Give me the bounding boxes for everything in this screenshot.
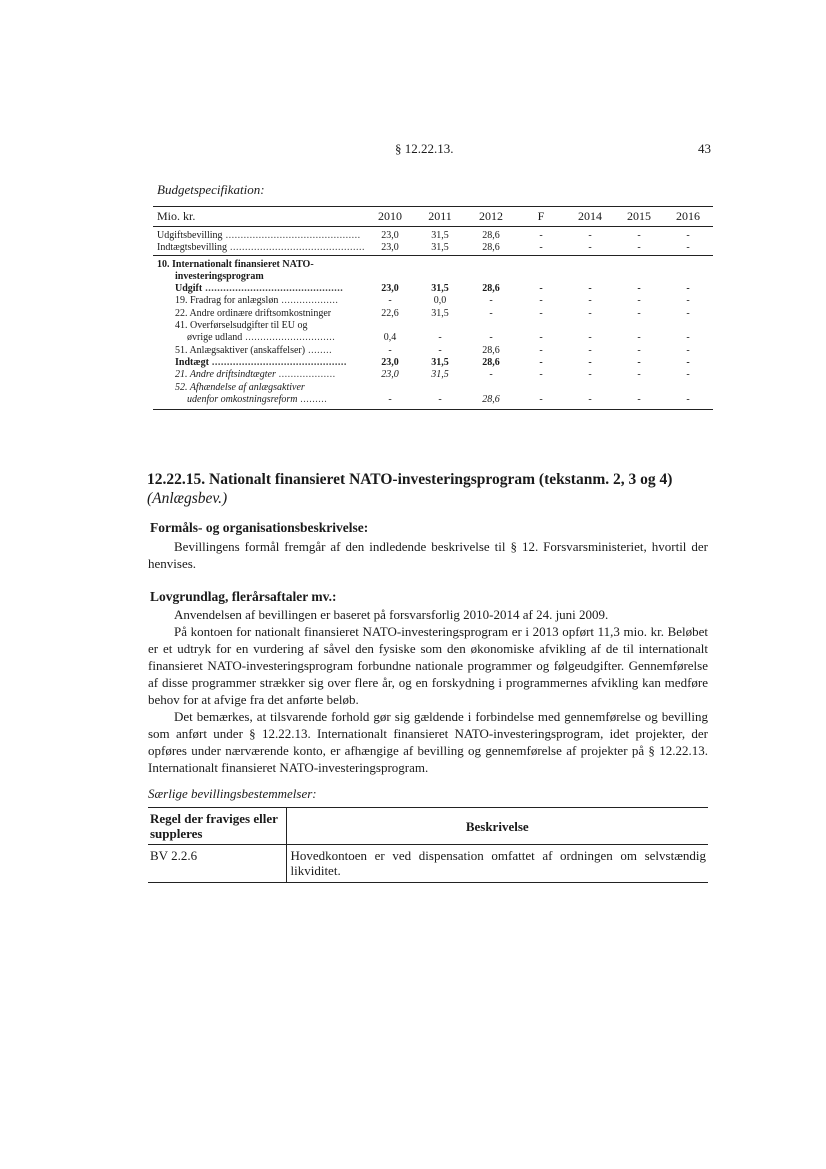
budget-row-label [153,357,365,369]
budget-value-cell: - [588,307,592,319]
budget-value-cell: 0,4 [383,332,397,344]
budget-row-label [153,271,365,283]
budget-value-cell: 0,0 [433,295,447,307]
budget-row [153,255,713,271]
budget-value-cell: - [489,332,493,344]
budget-value-cell: - [489,307,493,319]
budget-row [153,357,713,369]
budget-row [153,345,713,357]
budget-value-cell: - [539,242,543,254]
budget-value-cell [517,382,565,394]
leader-dots: ........ [305,344,333,356]
budget-value-cell [365,255,415,271]
leader-dots: ............................................. [208,356,347,368]
budget-value-cell: - [637,344,641,356]
leader-dots: ......... [297,393,328,405]
budget-value-cell [415,255,465,271]
budget-value-cell [615,382,663,394]
saerlige-table [148,807,708,883]
budget-value-cell: - [539,369,543,381]
budget-value-cell: - [663,394,713,410]
budget-value-cell [565,320,615,332]
budget-row-label-text: 10. Internationalt finansieret NATO- [157,258,314,270]
budget-row-label-text: Indtægtsbevilling [157,242,227,254]
budget-value-cell [465,320,517,332]
budget-value-cell: 28,6 [465,227,517,243]
lovgrundlag-paragraph: På kontoen for nationalt finansieret NATO-investeringsprogram er i 2013 opført 11,3 mio. kr. Beløbet er et udtryk for en vurdering af såvel den fysiske som den økonomiske afvikling af de til internationalt finansieret NATO-investeringsprogram forbundne nationale programmer og følgeudgifter. Gennemførelse af disse programmer strækker sig over flere år, og en forskydning i programmernes afvikling kan medføre behov for at afvige fra det anførte beløb. [148,624,708,707]
budget-row-label-text: 22. Andre ordinære driftsomkostninger [175,307,332,319]
budget-value-cell: - [539,295,543,307]
budget-value-cell: - [588,344,592,356]
budget-value-cell [365,271,415,283]
budget-value-cell: 23,0 [381,369,399,381]
budget-value-cell [517,320,565,332]
year-header: 2015 [615,207,663,227]
budget-row [153,283,713,295]
formaal-text: Bevillingens formål fremgår af den indledende beskrivelse til § 12. Forsvarsministeriet, hvortil der henvises. [148,539,708,571]
budget-value-cell [565,255,615,271]
budget-value-cell [663,271,713,283]
budget-row [153,295,713,307]
budget-row [153,308,713,320]
section-title [147,470,717,508]
budget-row-label-text: 51. Anlægsaktiver (anskaffelser) [175,344,306,356]
budget-value-cell: 31,5 [431,356,449,368]
budget-value-cell: - [637,332,641,344]
budget-value-cell: - [637,356,641,368]
budget-value-cell: 22,6 [381,307,399,319]
budget-value-cell: 31,5 [431,242,449,254]
budget-row [153,382,713,394]
budget-row-label [153,227,365,243]
budget-value-cell [615,255,663,271]
budget-row-label [153,345,365,357]
budget-value-cell: - [539,356,543,368]
budget-value-cell: - [588,295,592,307]
budget-value-cell: - [388,295,392,307]
budget-value-cell: - [637,283,641,295]
rule-column-header: Regel der fraviges eller suppleres [148,808,286,845]
budget-value-cell [365,382,415,394]
budget-row-label [153,295,365,307]
budget-row-label-text: øvrige udland [187,332,243,344]
budget-row-label [153,320,365,332]
year-header: F [517,207,565,227]
budget-value-cell: - [588,242,592,254]
formaal-body [148,538,708,572]
budget-row-label-text: Udgift [175,283,203,295]
budget-row-label-text: Indtægt [175,356,209,368]
budget-table [153,206,713,410]
budget-value-cell: - [686,344,690,356]
year-header: 2010 [365,207,415,227]
budget-value-cell: - [438,332,442,344]
leader-dots: .............................................. [202,283,344,295]
budget-row-label [153,283,365,295]
budget-row-label [153,242,365,255]
budget-value-cell [615,320,663,332]
budget-value-cell [663,382,713,394]
leader-dots: ................... [278,295,339,307]
budget-value-cell: 28,6 [482,344,500,356]
budget-row [153,332,713,344]
year-header: 2012 [465,207,517,227]
budget-value-cell [517,271,565,283]
budget-value-cell: - [539,332,543,344]
budget-value-cell: - [489,369,493,381]
budget-value-cell: - [438,344,442,356]
budget-body [153,227,713,410]
budget-row-label [153,382,365,394]
budget-value-cell: - [489,295,493,307]
saerlige-row [148,845,708,883]
budget-row-label-text: 19. Fradrag for anlægsløn [175,295,279,307]
budget-value-cell: - [686,283,690,295]
budget-row-label [153,394,365,410]
budget-value-cell [415,320,465,332]
budget-value-cell: - [565,227,615,243]
budget-value-cell: - [539,307,543,319]
budget-value-cell: 28,6 [465,394,517,410]
budget-value-cell: - [517,394,565,410]
section-title-suffix: (Anlægsbev.) [147,490,228,507]
budget-value-cell [565,271,615,283]
saerlige-header-row [148,808,708,845]
budget-value-cell [365,320,415,332]
budget-row-label-text: 21. Andre driftsindtægter [175,369,276,381]
budget-value-cell: - [686,356,690,368]
budget-value-cell: 28,6 [482,242,500,254]
budget-value-cell: 23,0 [381,242,399,254]
budget-value-cell: 31,5 [431,307,449,319]
budget-value-cell [663,255,713,271]
budget-row [153,271,713,283]
budget-value-cell [517,255,565,271]
budget-row [153,369,713,381]
budget-value-cell: - [365,394,415,410]
rule-cell: BV 2.2.6 [148,845,286,883]
year-header: 2011 [415,207,465,227]
budget-row [153,320,713,332]
budget-value-cell: - [588,356,592,368]
budget-value-cell: - [588,369,592,381]
budget-value-cell: - [517,227,565,243]
description-cell: Hovedkontoen er ved dispensation omfattet af ordningen om selvstændig likviditet. [286,845,708,883]
unit-label: Mio. kr. [153,207,365,227]
budget-value-cell: - [388,344,392,356]
budget-value-cell: - [615,394,663,410]
budget-value-cell: - [415,394,465,410]
budget-value-cell: - [565,394,615,410]
budget-row-label [153,308,365,320]
budget-value-cell: 23,0 [381,356,399,368]
description-column-header: Beskrivelse [286,808,708,845]
budget-row-label-text: Udgiftsbevilling [157,230,223,241]
budget-value-cell: - [686,369,690,381]
budget-value-cell [415,382,465,394]
budget-value-cell: - [686,295,690,307]
budget-value-cell: 28,6 [482,356,500,368]
budget-header-row [153,207,713,227]
budget-value-cell [565,382,615,394]
budget-value-cell: - [686,332,690,344]
leader-dots: ............................................. [227,242,365,254]
budget-value-cell [465,382,517,394]
lovgrundlag-paragraph: Det bemærkes, at tilsvarende forhold gør sig gældende i forbindelse med gennemførelse og bevilling som anført under § 12.22.13. Internationalt finansieret NATO-investeringsprogram, idet projekter, der opføres under nærværende konto, er afhængige af bevilling og gennemførelse af projekter på § 12.22.13. Internationalt finansieret NATO-investeringsprogram. [148,709,708,775]
budget-value-cell: - [637,369,641,381]
budget-value-cell [465,255,517,271]
budget-row [153,227,713,243]
budget-value-cell: 23,0 [381,283,399,295]
budget-value-cell: - [588,332,592,344]
budget-value-cell: - [637,307,641,319]
budget-value-cell: 28,6 [482,283,500,295]
budget-row-label-text: 52. Afhændelse af anlægsaktiver [175,381,305,393]
budget-row [153,394,713,410]
budget-caption: Budgetspecifikation: [157,182,265,197]
leader-dots: .............................. [242,332,336,344]
budget-value-cell [415,271,465,283]
budget-value-cell [465,271,517,283]
budget-value-cell: - [539,283,543,295]
lovgrundlag-paragraph: Anvendelsen af bevillingen er baseret på forsvarsforlig 2010-2014 af 24. juni 2009. [174,607,609,622]
budget-row-label-text: investeringsprogram [175,270,264,282]
budget-value-cell: - [686,307,690,319]
budget-value-cell: - [615,227,663,243]
page-header-section: § 12.22.13. [395,141,454,156]
budget-value-cell [663,320,713,332]
budget-value-cell: - [686,242,690,254]
leader-dots: ............................................. [222,230,361,241]
budget-value-cell: 31,5 [431,283,449,295]
lovgrundlag-heading: Lovgrundlag, flerårsaftaler mv.: [150,589,337,604]
lovgrundlag-body [148,606,708,776]
budget-value-cell: 23,0 [365,227,415,243]
leader-dots: ................... [275,369,336,381]
year-header: 2016 [663,207,713,227]
page-number: 43 [698,141,711,156]
saerlige-caption: Særlige bevillingsbestemmelser: [148,786,317,801]
budget-value-cell [615,271,663,283]
budget-value-cell: - [663,227,713,243]
budget-value-cell: 31,5 [431,369,449,381]
budget-row-label-text: udenfor omkostningsreform [187,393,298,405]
budget-value-cell: - [539,344,543,356]
budget-value-cell: - [588,283,592,295]
budget-row-label [153,369,365,381]
budget-row-label-text: 41. Overførselsudgifter til EU og [175,320,308,332]
budget-value-cell: - [637,242,641,254]
budget-value-cell: 31,5 [415,227,465,243]
budget-row [153,242,713,255]
budget-value-cell: - [637,295,641,307]
year-header: 2014 [565,207,615,227]
budget-row-label [153,255,365,271]
formaal-heading: Formåls- og organisationsbeskrivelse: [150,520,369,535]
section-title-text: 12.22.15. Nationalt finansieret NATO-investeringsprogram (tekstanm. 2, 3 og 4) [147,471,673,488]
budget-row-label [153,332,365,344]
